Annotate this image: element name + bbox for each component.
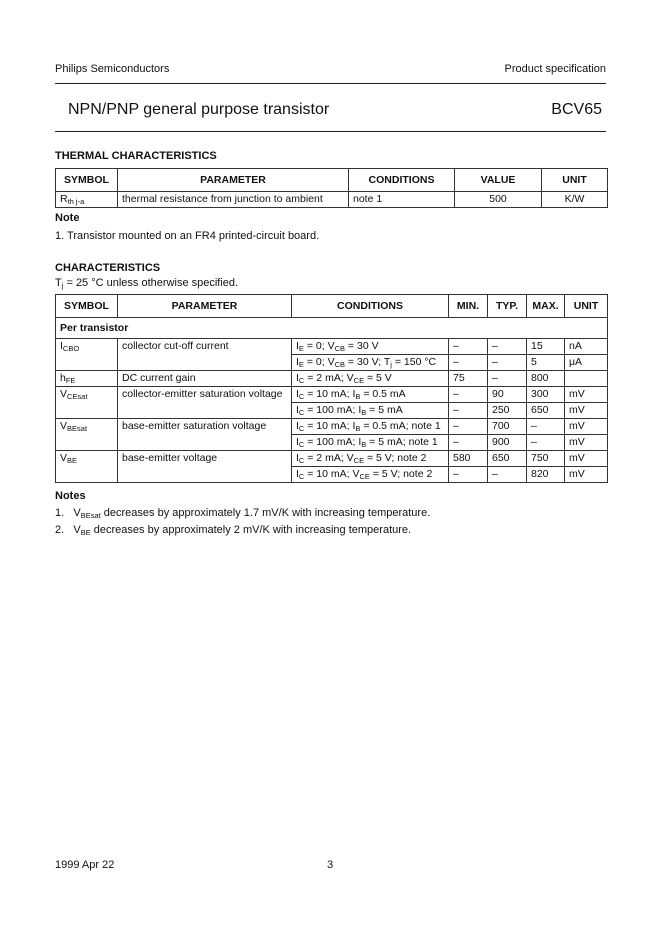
typ-cell: 700 [488, 419, 527, 435]
unit-cell: μA [565, 355, 608, 371]
min-cell: – [449, 403, 488, 419]
min-cell: – [449, 355, 488, 371]
value-cell: 500 [455, 192, 542, 208]
unit-cell: K/W [542, 192, 608, 208]
note-symbol-sub: BEsat [80, 511, 101, 520]
characteristics-subtitle [55, 277, 238, 289]
header-rule [55, 83, 606, 84]
note-text: decreases by approximately 1.7 mV/K with increasing temperature. [100, 507, 431, 519]
col-unit: UNIT [565, 295, 608, 318]
unit-cell: mV [565, 451, 608, 467]
symbol-sub: BEsat [67, 424, 88, 433]
parameter-cell: thermal resistance from junction to ambient [118, 192, 349, 208]
characteristics-table [55, 294, 608, 483]
max-cell: 650 [527, 403, 565, 419]
note-1 [55, 507, 430, 519]
typ-cell: – [488, 467, 527, 483]
symbol-cell [56, 339, 118, 371]
note-number: 1. [55, 507, 65, 519]
symbol-cell [56, 419, 118, 451]
col-symbol: SYMBOL [56, 295, 118, 318]
symbol-cell [56, 451, 118, 483]
symbol-sub: CBO [62, 344, 80, 353]
parameter-cell: DC current gain [118, 371, 292, 387]
conditions-cell: $I_C = 100$ mA; $I_B = 5$ mA [292, 403, 449, 419]
parameter-cell: base-emitter voltage [118, 451, 292, 483]
unit-cell [565, 371, 608, 387]
col-parameter: PARAMETER [118, 295, 292, 318]
typ-cell: 90 [488, 387, 527, 403]
typ-cell: 650 [488, 451, 527, 467]
typ-cell: 900 [488, 435, 527, 451]
col-value: VALUE [455, 169, 542, 192]
note-2 [55, 524, 430, 536]
typ-cell: – [488, 339, 527, 355]
notes-heading: Notes [55, 490, 86, 502]
unit-cell: mV [565, 387, 608, 403]
table-row [56, 192, 608, 208]
table-row [56, 387, 608, 403]
unit-cell: nA [565, 339, 608, 355]
thermal-note-1: 1. Transistor mounted on an FR4 printed-circuit board. [55, 230, 320, 242]
conditions-cell: $I_C = 2$ mA; $V_{CE} = 5$ V [292, 371, 449, 387]
table-row [56, 371, 608, 387]
table-row [56, 419, 608, 435]
max-cell: 750 [527, 451, 565, 467]
conditions-cell: note 1 [349, 192, 455, 208]
symbol-sub: th j-a [67, 197, 85, 206]
symbol-cell [56, 387, 118, 419]
symbol-cell [56, 192, 118, 208]
group-label: Per transistor [56, 318, 608, 339]
typ-cell: 250 [488, 403, 527, 419]
note-symbol: V [73, 507, 81, 519]
col-max: MAX. [527, 295, 565, 318]
symbol-main: V [60, 420, 68, 432]
unit-cell: mV [565, 403, 608, 419]
conditions-cell: $I_E = 0$; $V_{CB} = 30$ V; $T_j = 150$ °C [292, 355, 449, 371]
parameter-cell: base-emitter saturation voltage [118, 419, 292, 451]
max-cell: 300 [527, 387, 565, 403]
title-rule [55, 131, 606, 132]
typ-cell: – [488, 355, 527, 371]
typ-cell: – [488, 371, 527, 387]
footer-date: 1999 Apr 22 [55, 859, 115, 871]
subtitle-symbol: T [55, 277, 62, 289]
symbol-main: R [60, 193, 68, 205]
col-parameter: PARAMETER [118, 169, 349, 192]
symbol-sub: BE [67, 456, 78, 465]
notes-list [55, 507, 430, 541]
max-cell: 820 [527, 467, 565, 483]
max-cell: 15 [527, 339, 565, 355]
unit-cell: mV [565, 467, 608, 483]
conditions-cell: $I_C = 10$ mA; $I_B = 0.5$ mA [292, 387, 449, 403]
header-doc-type: Product specification [504, 63, 606, 75]
min-cell: 580 [449, 451, 488, 467]
parameter-cell: collector-emitter saturation voltage [118, 387, 292, 419]
col-conditions: CONDITIONS [349, 169, 455, 192]
thermal-heading: THERMAL CHARACTERISTICS [55, 150, 217, 162]
part-number: BCV65 [551, 101, 602, 118]
col-typ: TYP. [488, 295, 527, 318]
symbol-cell [56, 371, 118, 387]
col-conditions: CONDITIONS [292, 295, 449, 318]
header-company: Philips Semiconductors [55, 63, 170, 75]
min-cell: – [449, 387, 488, 403]
characteristics-heading: CHARACTERISTICS [55, 262, 161, 274]
table-row [56, 339, 608, 355]
subtitle-sub: j [61, 281, 64, 290]
max-cell: – [527, 419, 565, 435]
symbol-main: I [60, 340, 63, 352]
symbol-main: h [60, 372, 66, 384]
min-cell: – [449, 419, 488, 435]
conditions-cell: $I_C = 2$ mA; $V_{CE} = 5$ V; note 2 [292, 451, 449, 467]
min-cell: – [449, 339, 488, 355]
symbol-main: V [60, 388, 68, 400]
note-text: decreases by approximately 2 mV/K with increasing temperature. [90, 524, 412, 536]
parameter-cell: collector cut-off current [118, 339, 292, 371]
unit-cell: mV [565, 419, 608, 435]
characteristics-header-row [56, 295, 608, 318]
min-cell: – [449, 467, 488, 483]
subtitle-text: = 25 °C unless otherwise specified. [63, 277, 239, 289]
symbol-sub: CEsat [67, 392, 88, 401]
max-cell: 5 [527, 355, 565, 371]
footer-page-number: 3 [327, 859, 334, 871]
thermal-table [55, 168, 608, 208]
table-row [56, 451, 608, 467]
min-cell: 75 [449, 371, 488, 387]
conditions-cell: $I_C = 10$ mA; $I_B = 0.5$ mA; note 1 [292, 419, 449, 435]
min-cell: – [449, 435, 488, 451]
symbol-sub: FE [65, 376, 76, 385]
max-cell: – [527, 435, 565, 451]
group-row [56, 318, 608, 339]
unit-cell: mV [565, 435, 608, 451]
col-unit: UNIT [542, 169, 608, 192]
thermal-header-row [56, 169, 608, 192]
max-cell: 800 [527, 371, 565, 387]
thermal-note-heading: Note [55, 212, 80, 224]
note-number: 2. [55, 524, 65, 536]
note-symbol: V [73, 524, 81, 536]
col-min: MIN. [449, 295, 488, 318]
symbol-main: V [60, 452, 68, 464]
conditions-cell: $I_C = 10$ mA; $V_{CE} = 5$ V; note 2 [292, 467, 449, 483]
conditions-cell: $I_E = 0$; $V_{CB} = 30$ V [292, 339, 449, 355]
conditions-cell: $I_C = 100$ mA; $I_B = 5$ mA; note 1 [292, 435, 449, 451]
col-symbol: SYMBOL [56, 169, 118, 192]
product-title: NPN/PNP general purpose transistor [68, 101, 330, 118]
note-symbol-sub: BE [80, 528, 91, 537]
